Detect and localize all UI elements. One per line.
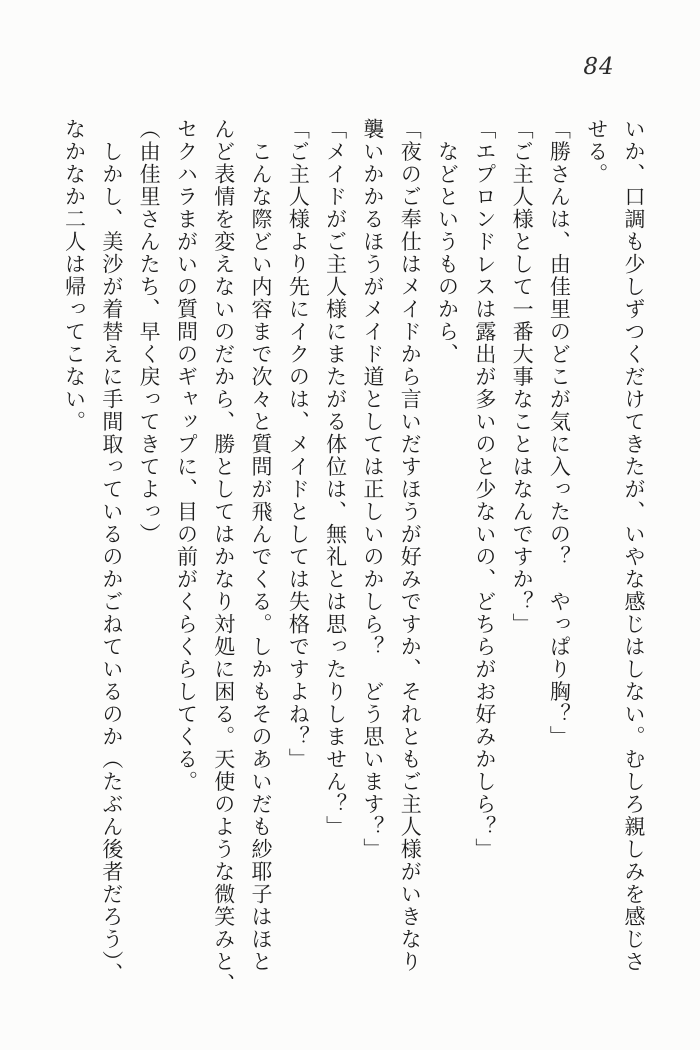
text-line: 「エプロンドレスは露出が多いのと少ないの、どちらがお好みかしら？」 bbox=[472, 118, 497, 861]
text-line: いか、口調も少しずつくだけてきたが、いやな感じはしない。むしろ親しみを感じさ bbox=[622, 118, 646, 973]
text-line: 「メイドがご主人様にまたがる体位は、無礼とは思ったりしません？」 bbox=[323, 118, 348, 838]
text-line: んど表情を変えないのだから、勝としてはかなり対処に困る。天使のような微笑みと、 bbox=[211, 118, 236, 996]
text-line: などというものから、 bbox=[435, 118, 460, 366]
text-line: セクハラまがいの質問のギャップに、目の前がくらくらしてくる。 bbox=[174, 118, 199, 793]
text-line: 襲いかかるほうがメイド道としては正しいのかしら？ どう思います？」 bbox=[360, 118, 385, 861]
text-block bbox=[55, 118, 652, 1003]
text-line: 「勝さんは、由佳里のどこが気に入ったの？ やっぱり胸？」 bbox=[547, 118, 572, 748]
text-line: しかし、美沙が着替えに手間取っているのかごねているのか（たぶん後者だろう）、 bbox=[99, 118, 124, 985]
text-line: 「ご主人様より先にイクのは、メイドとしては失格ですよね？」 bbox=[286, 118, 311, 771]
text-line: なかなか二人は帰ってこない。 bbox=[62, 118, 87, 433]
text-line: せる。 bbox=[584, 118, 609, 186]
text-line: （由佳里さんたち、早く戻ってきてよっ） bbox=[137, 118, 162, 546]
page-number: 84 bbox=[583, 54, 615, 80]
text-line: 「ご主人様として一番大事なことはなんですか？」 bbox=[510, 118, 535, 636]
text-line: 「夜のご奉仕はメイドから言いだすほうが好みですか、それともご主人様がいきなり bbox=[398, 118, 423, 973]
text-line: こんな際どい内容まで次々と質問が飛んでくる。しかもそのあいだも紗耶子はほと bbox=[249, 118, 274, 973]
